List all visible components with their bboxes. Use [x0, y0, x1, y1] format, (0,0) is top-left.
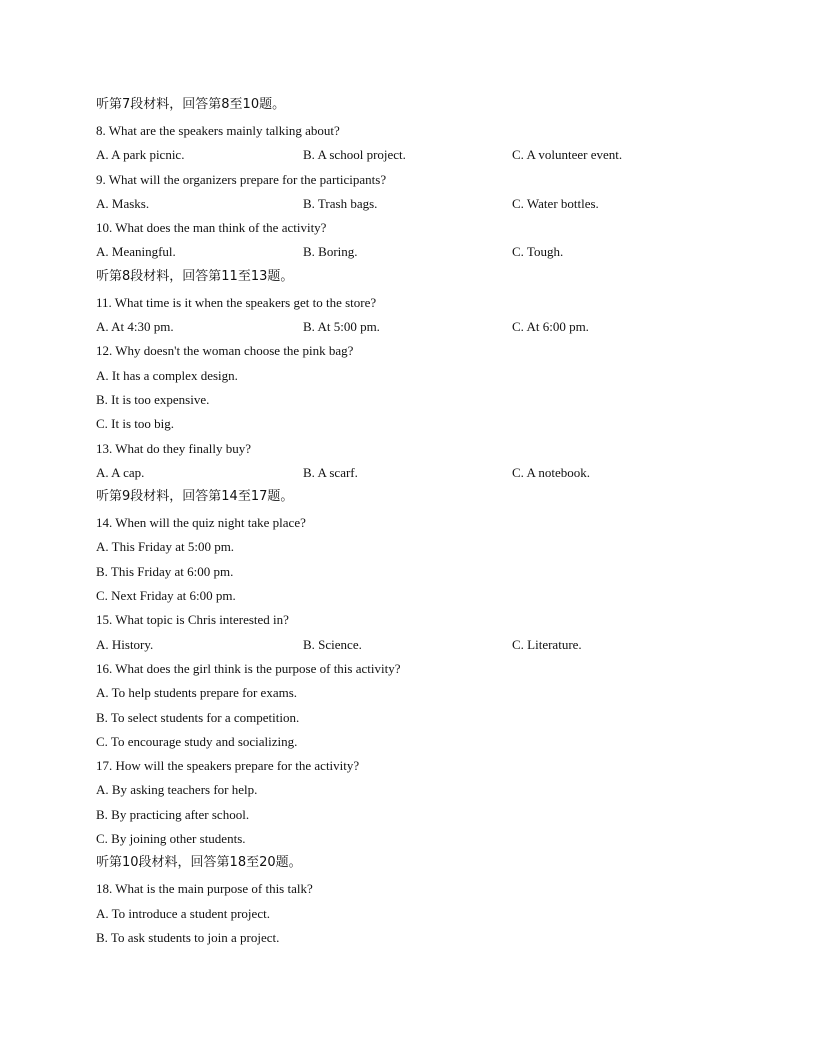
answer-option: B. It is too expensive.	[96, 391, 210, 407]
question-text: 18. What is the main purpose of this talk?	[96, 881, 313, 897]
answer-option: C. At 6:00 pm.	[512, 319, 589, 335]
answer-option: A. At 4:30 pm.	[96, 319, 174, 335]
answer-option: B. At 5:00 pm.	[303, 319, 380, 335]
answer-option: B. By practicing after school.	[96, 806, 250, 822]
document-page	[96, 96, 736, 953]
answer-option: A. To help students prepare for exams.	[96, 685, 298, 701]
question-text: 17. How will the speakers prepare for the activity?	[96, 758, 360, 774]
question-text: 8. What are the speakers mainly talking about?	[96, 123, 340, 138]
answer-option: A. History.	[96, 636, 154, 652]
section-heading: 听第7段材料，回答第8至10题。	[96, 97, 286, 112]
question-text: 11. What time is it when the speakers get to the store?	[96, 294, 377, 310]
answer-option: B. To ask students to join a project.	[96, 929, 280, 945]
answer-option: B. This Friday at 6:00 pm.	[96, 563, 234, 579]
answer-option: B. A school project.	[303, 147, 406, 163]
answer-option: A. It has a complex design.	[96, 367, 238, 383]
answer-options-row	[96, 318, 736, 342]
answer-option: B. Boring.	[303, 244, 358, 260]
answer-option: A. By asking teachers for help.	[96, 782, 258, 798]
question-text: 10. What does the man think of the activity?	[96, 220, 327, 236]
answer-options-row	[96, 464, 736, 488]
answer-option: C. To encourage study and socializing.	[96, 733, 298, 749]
section-heading: 听第10段材料，回答第18至20题。	[96, 855, 302, 871]
answer-options-row	[96, 636, 736, 660]
answer-option: C. A notebook.	[512, 464, 591, 480]
question-text: 9. What will the organizers prepare for the participants?	[96, 171, 387, 187]
section-heading: 听第8段材料，回答第11至13题。	[96, 268, 294, 284]
answer-option: A. To introduce a student project.	[96, 905, 270, 921]
answer-option: C. A volunteer event.	[512, 147, 623, 163]
answer-options-row	[96, 243, 736, 267]
answer-option: A. A park picnic.	[96, 147, 185, 163]
question-text: 16. What does the girl think is the purpose of this activity?	[96, 660, 401, 676]
answer-options-row	[96, 195, 736, 219]
answer-option: C. Water bottles.	[512, 195, 599, 211]
answer-option: B. To select students for a competition.	[96, 709, 300, 725]
section-heading: 听第9段材料，回答第14至17题。	[96, 489, 294, 505]
answer-option: B. A scarf.	[303, 464, 358, 480]
answer-option: C. It is too big.	[96, 416, 175, 432]
answer-option: A. A cap.	[96, 464, 145, 480]
question-text: 14. When will the quiz night take place?	[96, 515, 306, 531]
answer-option: C. Next Friday at 6:00 pm.	[96, 588, 236, 604]
answer-option: A. Masks.	[96, 195, 150, 211]
answer-options-row	[96, 146, 736, 170]
answer-option: A. Meaningful.	[96, 244, 176, 260]
answer-option: C. Literature.	[512, 636, 582, 652]
question-text: 12. Why doesn't the woman choose the pink bag?	[96, 343, 354, 359]
answer-option: C. Tough.	[512, 244, 564, 260]
answer-option: B. Trash bags.	[303, 195, 378, 211]
answer-option: C. By joining other students.	[96, 831, 246, 847]
answer-option: A. This Friday at 5:00 pm.	[96, 539, 235, 555]
question-text: 13. What do they finally buy?	[96, 440, 252, 456]
question-text: 15. What topic is Chris interested in?	[96, 612, 289, 628]
answer-option: B. Science.	[303, 636, 362, 652]
